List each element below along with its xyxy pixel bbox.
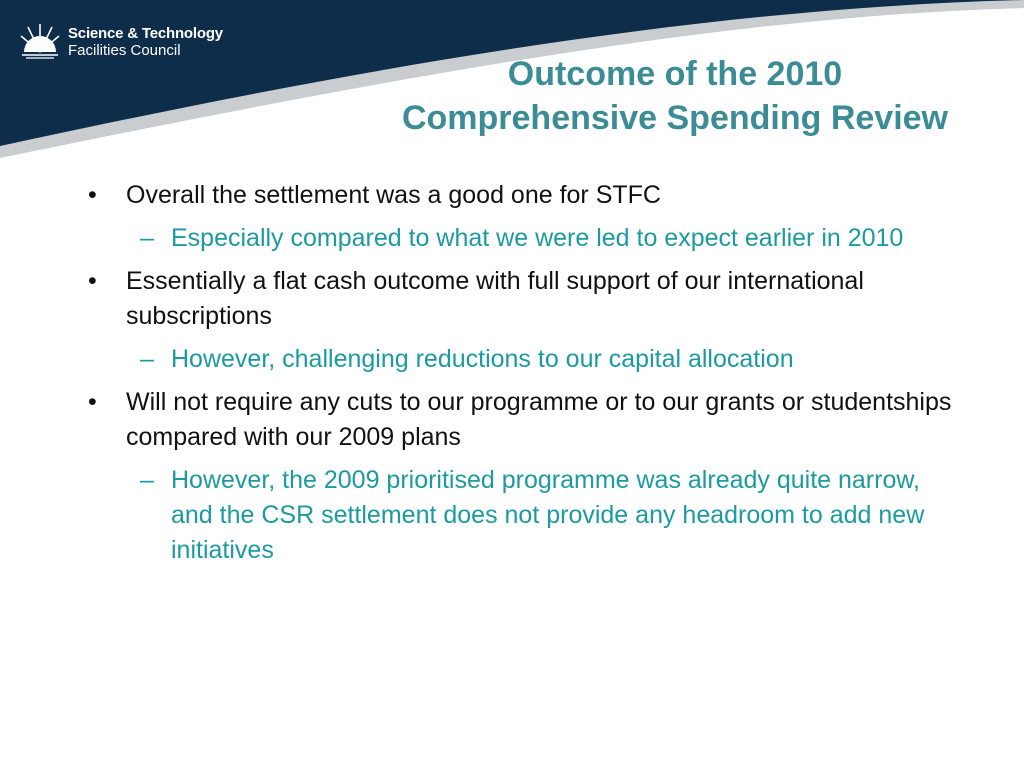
logo-line-1: Science & Technology: [68, 25, 223, 42]
bullet-marker: •: [88, 388, 97, 416]
bullet-text: Overall the settlement was a good one for STFC: [126, 181, 661, 209]
bullet-text: Essentially a flat cash outcome with full support of our international subscriptions: [126, 267, 864, 330]
sunburst-logo-icon: [20, 22, 60, 62]
logo-line-2: Facilities Council: [68, 42, 181, 59]
bullet-item-1: [88, 178, 968, 213]
slide-title: [402, 52, 948, 140]
title-line-1: Outcome of the 2010: [507, 55, 843, 93]
logo-text: [68, 25, 223, 59]
sub-bullet-item-2: [88, 342, 968, 377]
bullet-marker: •: [88, 267, 97, 295]
bullet-item-2: [88, 264, 968, 334]
title-line-2: Comprehensive Spending Review: [401, 99, 948, 137]
stfc-logo[interactable]: [20, 22, 223, 62]
dash-marker: –: [140, 224, 154, 252]
bullet-text: Will not require any cuts to our programme or to our grants or studentships compared with our 2009 plans: [126, 388, 952, 451]
dash-marker: –: [140, 466, 154, 494]
sub-bullet-item-3: [88, 463, 968, 568]
bullet-item-3: [88, 385, 968, 455]
sub-bullet-text: However, the 2009 prioritised programme was already quite narrow, and the CSR settlement does not provide any headroom to add new initiatives: [171, 466, 925, 564]
dash-marker: –: [140, 345, 154, 373]
slide-content: [88, 178, 968, 576]
sub-bullet-text: Especially compared to what we were led to expect earlier in 2010: [171, 224, 904, 252]
sub-bullet-item-1: [88, 221, 968, 256]
sub-bullet-text: However, challenging reductions to our capital allocation: [171, 345, 794, 373]
bullet-marker: •: [88, 181, 97, 209]
